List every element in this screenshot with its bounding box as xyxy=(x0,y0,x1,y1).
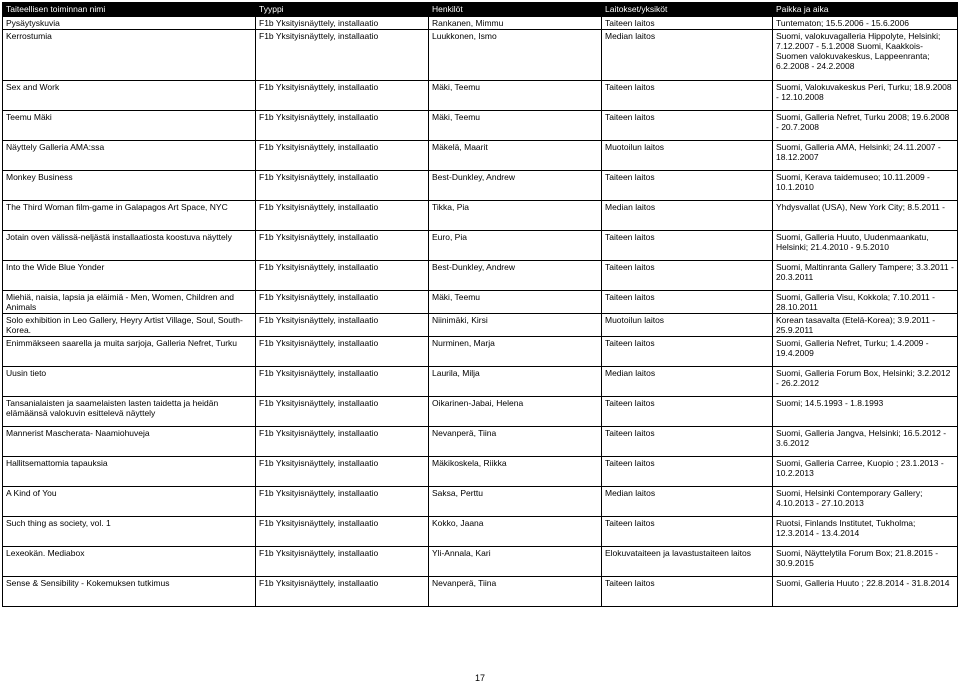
cell-place-time: Suomi, Kerava taidemuseo; 10.11.2009 - 10.1.2010 xyxy=(773,171,958,201)
header-cell-place-time: Paikka ja aika xyxy=(773,3,958,17)
table-row xyxy=(3,487,958,517)
table-row xyxy=(3,314,958,337)
table-row xyxy=(3,141,958,171)
cell-name: Into the Wide Blue Yonder xyxy=(3,261,256,291)
cell-type: F1b Yksityisnäyttely, installaatio xyxy=(256,427,429,457)
cell-name: Näyttely Galleria AMA:ssa xyxy=(3,141,256,171)
cell-persons: Niinimäki, Kirsi xyxy=(429,314,602,337)
cell-department: Taiteen laitos xyxy=(602,517,773,547)
cell-type: F1b Yksityisnäyttely, installaatio xyxy=(256,314,429,337)
cell-type: F1b Yksityisnäyttely, installaatio xyxy=(256,337,429,367)
cell-place-time: Suomi, Maltinranta Gallery Tampere; 3.3.2011 - 20.3.2011 xyxy=(773,261,958,291)
table-row xyxy=(3,111,958,141)
cell-department: Elokuvataiteen ja lavastustaiteen laitos xyxy=(602,547,773,577)
cell-type: F1b Yksityisnäyttely, installaatio xyxy=(256,141,429,171)
cell-department: Taiteen laitos xyxy=(602,81,773,111)
cell-place-time: Suomi, valokuvagalleria Hippolyte, Helsinki; 7.12.2007 - 5.1.2008 Suomi, Kaakkois-Suomen valokuvakeskus, Lappeenranta; 6.2.2008 - 24.2.2008 xyxy=(773,30,958,81)
table-row xyxy=(3,231,958,261)
cell-persons: Mäki, Teemu xyxy=(429,291,602,314)
cell-type: F1b Yksityisnäyttely, installaatio xyxy=(256,487,429,517)
cell-place-time: Suomi, Valokuvakeskus Peri, Turku; 18.9.2008 - 12.10.2008 xyxy=(773,81,958,111)
cell-type: F1b Yksityisnäyttely, installaatio xyxy=(256,261,429,291)
cell-type: F1b Yksityisnäyttely, installaatio xyxy=(256,201,429,231)
cell-type: F1b Yksityisnäyttely, installaatio xyxy=(256,231,429,261)
cell-type: F1b Yksityisnäyttely, installaatio xyxy=(256,81,429,111)
cell-persons: Luukkonen, Ismo xyxy=(429,30,602,81)
cell-place-time: Suomi, Galleria Huuto, Uudenmaankatu, Helsinki; 21.4.2010 - 9.5.2010 xyxy=(773,231,958,261)
cell-type: F1b Yksityisnäyttely, installaatio xyxy=(256,457,429,487)
cell-department: Taiteen laitos xyxy=(602,231,773,261)
table-row xyxy=(3,291,958,314)
cell-persons: Saksa, Perttu xyxy=(429,487,602,517)
cell-department: Muotoilun laitos xyxy=(602,141,773,171)
cell-place-time: Suomi, Galleria Huuto ; 22.8.2014 - 31.8.2014 xyxy=(773,577,958,607)
cell-department: Median laitos xyxy=(602,201,773,231)
cell-name: Uusin tieto xyxy=(3,367,256,397)
exhibitions-table xyxy=(2,2,958,607)
table-header-row xyxy=(3,3,958,17)
cell-persons: Best-Dunkley, Andrew xyxy=(429,171,602,201)
table-row xyxy=(3,367,958,397)
cell-name: Miehiä, naisia, lapsia ja eläimiä - Men, Women, Children and Animals xyxy=(3,291,256,314)
cell-persons: Mäkelä, Maarit xyxy=(429,141,602,171)
cell-name: Kerrostumia xyxy=(3,30,256,81)
cell-name: Sense & Sensibility - Kokemuksen tutkimus xyxy=(3,577,256,607)
cell-persons: Best-Dunkley, Andrew xyxy=(429,261,602,291)
cell-place-time: Yhdysvallat (USA), New York City; 8.5.2011 - xyxy=(773,201,958,231)
cell-department: Median laitos xyxy=(602,367,773,397)
cell-department: Taiteen laitos xyxy=(602,171,773,201)
table-row xyxy=(3,30,958,81)
cell-name: A Kind of You xyxy=(3,487,256,517)
cell-type: F1b Yksityisnäyttely, installaatio xyxy=(256,171,429,201)
page-number: 17 xyxy=(474,673,485,683)
cell-persons: Mäkikoskela, Riikka xyxy=(429,457,602,487)
cell-place-time: Ruotsi, Finlands Institutet, Tukholma; 12.3.2014 - 13.4.2014 xyxy=(773,517,958,547)
cell-department: Taiteen laitos xyxy=(602,291,773,314)
cell-department: Taiteen laitos xyxy=(602,577,773,607)
table-row xyxy=(3,201,958,231)
cell-type: F1b Yksityisnäyttely, installaatio xyxy=(256,111,429,141)
cell-name: Sex and Work xyxy=(3,81,256,111)
cell-type: F1b Yksityisnäyttely, installaatio xyxy=(256,367,429,397)
cell-name: Hallitsemattomia tapauksia xyxy=(3,457,256,487)
cell-name: Teemu Mäki xyxy=(3,111,256,141)
table-row xyxy=(3,397,958,427)
table-row xyxy=(3,17,958,30)
cell-name: Jotain oven välissä-neljästä installaatiosta koostuva näyttely xyxy=(3,231,256,261)
cell-name: Solo exhibition in Leo Gallery, Heyry Artist Village, Soul, South-Korea. xyxy=(3,314,256,337)
cell-name: The Third Woman film-game in Galapagos Art Space, NYC xyxy=(3,201,256,231)
cell-persons: Oikarinen-Jabai, Helena xyxy=(429,397,602,427)
cell-place-time: Suomi, Näyttelytila Forum Box; 21.8.2015 - 30.9.2015 xyxy=(773,547,958,577)
cell-type: F1b Yksityisnäyttely, installaatio xyxy=(256,17,429,30)
cell-department: Taiteen laitos xyxy=(602,397,773,427)
table-row xyxy=(3,261,958,291)
cell-department: Taiteen laitos xyxy=(602,17,773,30)
cell-place-time: Suomi, Galleria Jangva, Helsinki; 16.5.2012 - 3.6.2012 xyxy=(773,427,958,457)
header-cell-persons: Henkilöt xyxy=(429,3,602,17)
cell-place-time: Suomi, Galleria Nefret, Turku 2008; 19.6.2008 - 20.7.2008 xyxy=(773,111,958,141)
cell-place-time: Suomi, Galleria Nefret, Turku; 1.4.2009 - 19.4.2009 xyxy=(773,337,958,367)
cell-department: Muotoilun laitos xyxy=(602,314,773,337)
cell-type: F1b Yksityisnäyttely, installaatio xyxy=(256,577,429,607)
cell-place-time: Tuntematon; 15.5.2006 - 15.6.2006 xyxy=(773,17,958,30)
cell-type: F1b Yksityisnäyttely, installaatio xyxy=(256,30,429,81)
table-row xyxy=(3,427,958,457)
cell-place-time: Suomi, Galleria Forum Box, Helsinki; 3.2.2012 - 26.2.2012 xyxy=(773,367,958,397)
cell-persons: Nevanperä, Tiina xyxy=(429,427,602,457)
table-row xyxy=(3,517,958,547)
header-cell-name: Taiteellisen toiminnan nimi xyxy=(3,3,256,17)
cell-persons: Nevanperä, Tiina xyxy=(429,577,602,607)
cell-place-time: Suomi; 14.5.1993 - 1.8.1993 xyxy=(773,397,958,427)
cell-name: Monkey Business xyxy=(3,171,256,201)
cell-name: Enimmäkseen saarella ja muita sarjoja, Galleria Nefret, Turku xyxy=(3,337,256,367)
cell-type: F1b Yksityisnäyttely, installaatio xyxy=(256,517,429,547)
cell-name: Tansanialaisten ja saamelaisten lasten taidetta ja heidän elämäänsä valokuvin esittelevä näyttely xyxy=(3,397,256,427)
cell-department: Taiteen laitos xyxy=(602,457,773,487)
cell-persons: Mäki, Teemu xyxy=(429,111,602,141)
cell-type: F1b Yksityisnäyttely, installaatio xyxy=(256,397,429,427)
cell-persons: Nurminen, Marja xyxy=(429,337,602,367)
table-row xyxy=(3,457,958,487)
header-cell-departments: Laitokset/yksiköt xyxy=(602,3,773,17)
cell-department: Median laitos xyxy=(602,487,773,517)
cell-persons: Euro, Pia xyxy=(429,231,602,261)
header-cell-type: Tyyppi xyxy=(256,3,429,17)
cell-place-time: Suomi, Galleria AMA, Helsinki; 24.11.2007 - 18.12.2007 xyxy=(773,141,958,171)
cell-place-time: Suomi, Galleria Visu, Kokkola; 7.10.2011 - 28.10.2011 xyxy=(773,291,958,314)
cell-department: Taiteen laitos xyxy=(602,261,773,291)
cell-name: Such thing as society, vol. 1 xyxy=(3,517,256,547)
cell-persons: Tikka, Pia xyxy=(429,201,602,231)
table-row xyxy=(3,547,958,577)
cell-persons: Mäki, Teemu xyxy=(429,81,602,111)
cell-department: Taiteen laitos xyxy=(602,337,773,367)
cell-place-time: Korean tasavalta (Etelä-Korea); 3.9.2011 - 25.9.2011 xyxy=(773,314,958,337)
cell-persons: Rankanen, Mimmu xyxy=(429,17,602,30)
cell-place-time: Suomi, Galleria Carree, Kuopio ; 23.1.2013 - 10.2.2013 xyxy=(773,457,958,487)
cell-department: Taiteen laitos xyxy=(602,427,773,457)
cell-type: F1b Yksityisnäyttely, installaatio xyxy=(256,547,429,577)
cell-persons: Kokko, Jaana xyxy=(429,517,602,547)
cell-type: F1b Yksityisnäyttely, installaatio xyxy=(256,291,429,314)
cell-department: Median laitos xyxy=(602,30,773,81)
cell-persons: Yli-Annala, Kari xyxy=(429,547,602,577)
cell-name: Lexeokän. Mediabox xyxy=(3,547,256,577)
cell-name: Mannerist Mascherata- Naamiohuveja xyxy=(3,427,256,457)
cell-place-time: Suomi, Helsinki Contemporary Gallery; 4.10.2013 - 27.10.2013 xyxy=(773,487,958,517)
table-row xyxy=(3,577,958,607)
table-row xyxy=(3,171,958,201)
cell-department: Taiteen laitos xyxy=(602,111,773,141)
table-row xyxy=(3,81,958,111)
cell-name: Pysäytyskuvia xyxy=(3,17,256,30)
cell-persons: Laurila, Milja xyxy=(429,367,602,397)
table-row xyxy=(3,337,958,367)
